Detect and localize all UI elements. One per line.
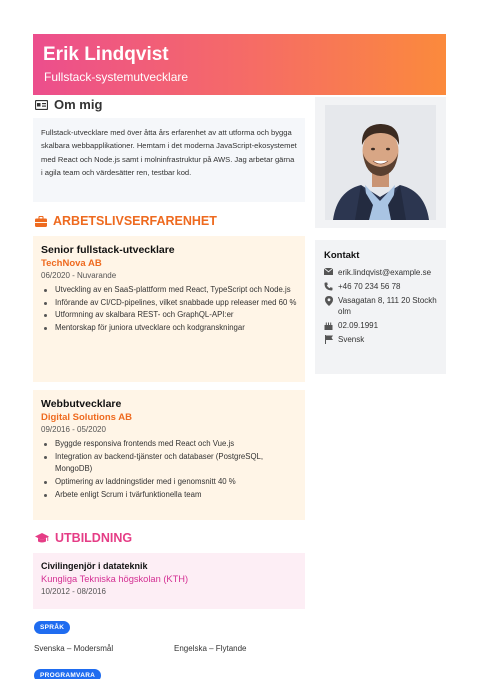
job-entry-title: Webbutvecklare — [41, 398, 122, 410]
education-school: Kungliga Tekniska högskolan (KTH) — [41, 574, 189, 584]
experience-heading-label: ARBETSLIVSERFARENHET — [53, 214, 217, 228]
profile-photo — [325, 105, 436, 220]
job-entry-bullets — [41, 284, 297, 335]
contact-email-row — [324, 267, 437, 278]
about-text: Fullstack-utvecklare med över åtta års erfarenhet av att utforma och bygga skalbara webbapplikationer. Hemtam i det moderna JavaScript-ekosystemet med React och Node.js samt i molninfrastruktur på AWS. Jag arbetar gärna i agila team och värdesätter ren, testbar kod. — [33, 118, 305, 202]
job-bullet: Byggde responsiva frontends med React och Vue.js — [41, 438, 297, 451]
contact-birthdate-row — [324, 320, 437, 331]
job-entry-dates: 06/2020 - Nuvarande — [41, 271, 117, 280]
contact-nationality-row — [324, 334, 437, 345]
education-entry — [33, 553, 305, 609]
job-bullet: Integration av backend-tjänster och databaser (PostgreSQL, MongoDB) — [41, 451, 297, 476]
language-item: Engelska – Flytande — [174, 644, 247, 653]
languages-badge: SPRÅK — [34, 621, 70, 634]
about-heading — [35, 97, 102, 112]
photo-panel — [315, 97, 446, 228]
education-heading-label: UTBILDNING — [55, 531, 133, 545]
language-item: Svenska – Modersmål — [34, 644, 114, 653]
person-name: Erik Lindqvist — [43, 44, 169, 65]
job-bullet: Utformning av skalbara REST- och GraphQL-API:er — [41, 309, 297, 322]
contact-nationality: Svensk — [338, 335, 365, 344]
about-heading-label: Om mig — [54, 97, 103, 112]
job-bullet: Arbete enligt Scrum i tvärfunktionella team — [41, 489, 297, 502]
id-card-icon — [35, 100, 48, 110]
birthday-cake-icon — [324, 321, 333, 330]
contact-address-row — [324, 295, 437, 317]
header-banner — [33, 34, 446, 95]
job-bullet: Utveckling av en SaaS-plattform med React, TypeScript och Node.js — [41, 284, 297, 297]
location-pin-icon — [325, 296, 333, 306]
graduation-cap-icon — [35, 533, 49, 544]
education-dates: 10/2012 - 08/2016 — [41, 587, 106, 596]
software-badge: PROGRAMVARA — [34, 669, 101, 679]
experience-heading — [35, 214, 217, 228]
job-entry-company: Digital Solutions AB — [41, 412, 132, 423]
flag-icon — [325, 335, 333, 344]
job-entry-bullets — [41, 438, 297, 502]
phone-icon — [324, 282, 333, 291]
job-entry-dates: 09/2016 - 05/2020 — [41, 425, 106, 434]
job-entry-title: Senior fullstack-utvecklare — [41, 244, 175, 256]
contact-phone-row — [324, 281, 437, 292]
contact-birthdate: 02.09.1991 — [338, 321, 379, 330]
job-entry — [33, 236, 305, 382]
job-entry-company: TechNova AB — [41, 258, 102, 269]
job-title: Fullstack-systemutvecklare — [44, 70, 189, 84]
contact-phone: +46 70 234 56 78 — [338, 282, 401, 291]
briefcase-icon — [35, 216, 47, 227]
education-heading — [35, 531, 132, 545]
job-bullet: Mentorskap för juniora utvecklare och kodgranskningar — [41, 322, 297, 335]
envelope-icon — [324, 268, 333, 275]
education-degree: Civilingenjör i datateknik — [41, 561, 148, 571]
contact-address: Vasagatan 8, 111 20 Stockholm — [338, 296, 437, 316]
job-entry — [33, 390, 305, 520]
contact-panel — [315, 240, 446, 374]
contact-email[interactable]: erik.lindqvist@example.se — [338, 268, 432, 277]
job-bullet: Införande av CI/CD-pipelines, vilket snabbade upp releaser med 60 % — [41, 297, 297, 310]
job-bullet: Optimering av laddningstider med i genomsnitt 40 % — [41, 476, 297, 489]
contact-heading: Kontakt — [324, 250, 360, 261]
